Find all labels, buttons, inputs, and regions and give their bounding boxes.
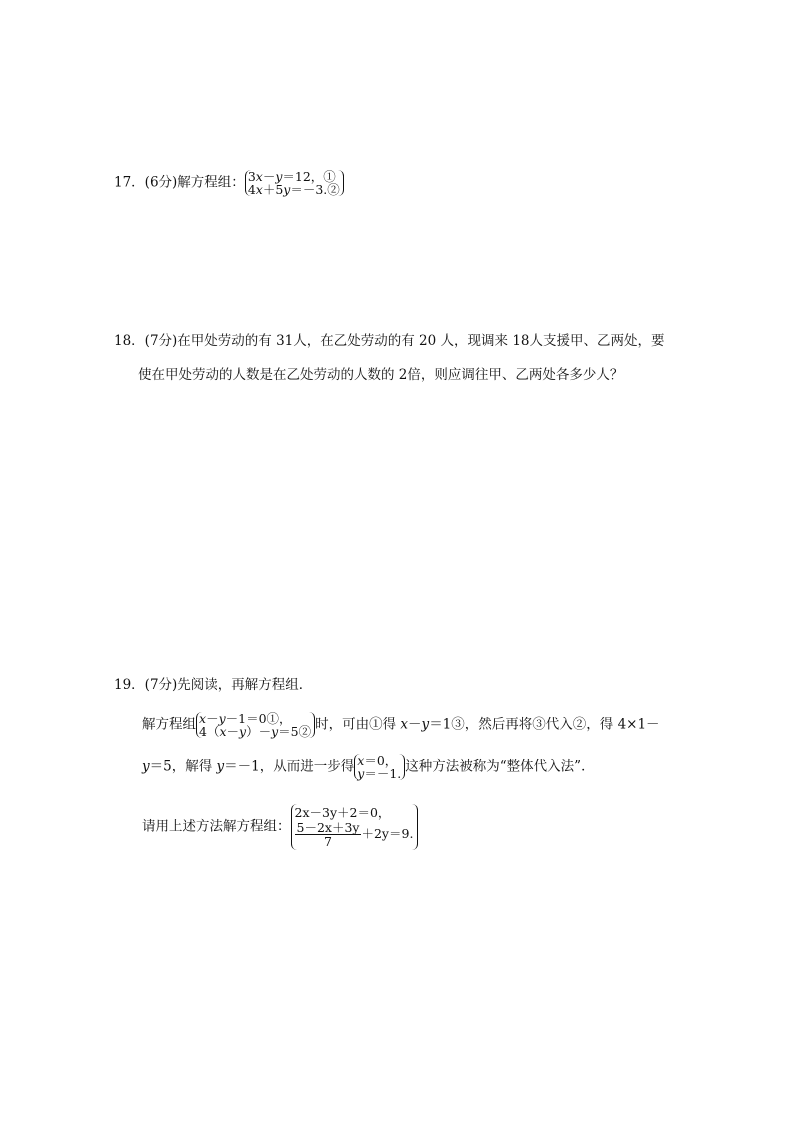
q19-example-eq-2: 4（x－y）－y＝5②: [199, 724, 312, 739]
q19-label: 19．(7分)先阅读，再解方程组．: [114, 677, 313, 693]
q19-example-line-2: y＝5，解得 y＝－1，从而进一步得 x＝0， y＝－1. 这种方法被称为“整体代入法”．: [142, 753, 595, 781]
q17-equation-1: 3x－y＝12，①: [247, 169, 336, 184]
q19-example-system: [196, 712, 315, 738]
q19-result-y: y＝－1.: [357, 766, 402, 781]
q19-task-system: [291, 804, 419, 850]
q19-task-eq-2: $\frac{5-2x+3y}{7}$ ＋2y＝9.: [296, 820, 414, 849]
q19-task-fraction: $\frac{5-2x+3y}{7}$: [296, 820, 360, 849]
q19-task-eq-1: 2x－3y＋2＝0，: [294, 805, 391, 820]
q19-example-line-1: 解方程组 x－y－1＝0①， 4（x－y）－y＝5② 时，可由①得 x－y＝1③，然后再将③代入②，得 4×1－: [142, 711, 660, 739]
q19-prompt: 请用上述方法解方程组：: [142, 818, 291, 835]
q18-line-1: 18．(7分)在甲处劳动的有 31人，在乙处劳动的有 20 人，现调来 18人支援甲、乙两处，要: [114, 333, 665, 349]
q19-task-line: [142, 804, 418, 850]
q19-result-x: x＝0，: [357, 753, 398, 768]
q17-label: 17．(6分)解方程组：: [114, 174, 245, 191]
q18-line-2: 使在甲处劳动的人数是在乙处劳动的人数的 2倍，则应调往甲、乙两处各多少人？: [138, 367, 624, 383]
q19-intro: 解方程组: [142, 716, 196, 733]
q19-result-system: [354, 754, 405, 780]
q19-example-eq-1: x－y－1＝0①，: [199, 711, 292, 726]
question-17: [114, 170, 344, 196]
q17-equation-2: 4x＋5y＝－3.②: [247, 182, 340, 197]
q17-equation-system: [245, 170, 344, 196]
